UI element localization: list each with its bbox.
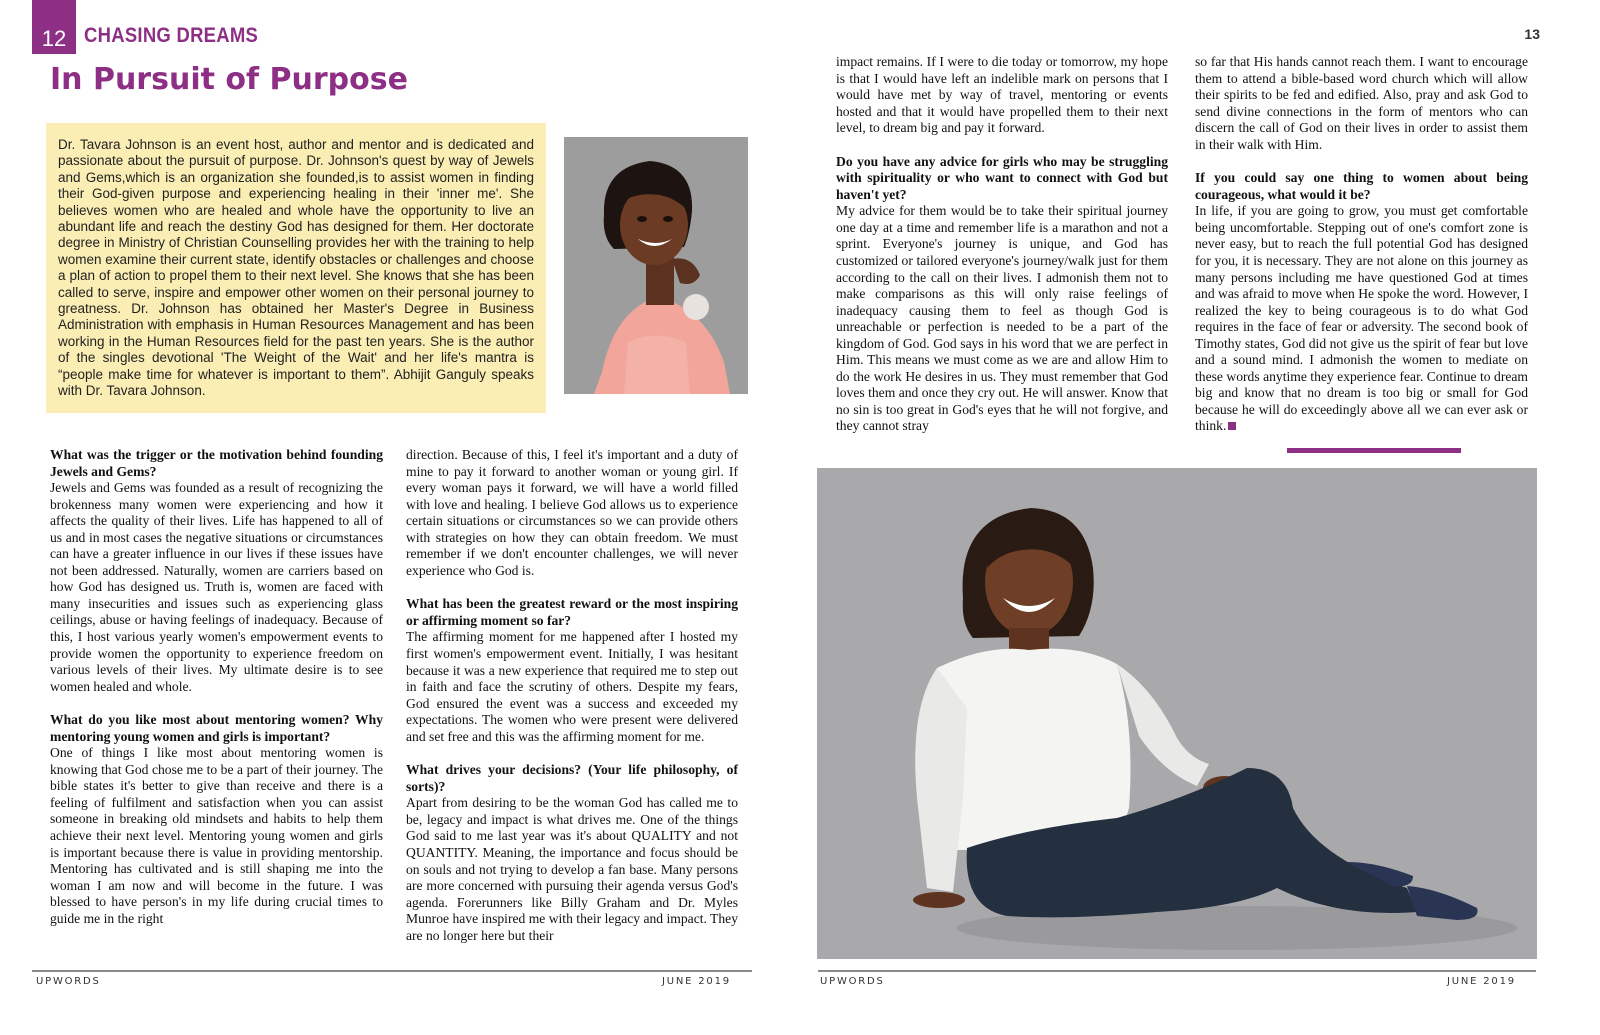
answer-paragraph: One of things I like most about mentoring women is knowing that God chose me to be a part of their journey. The bible states it's better to give than receive and there is a feeling of fulfilment and satisfaction when you can assist someone in breaking old mindsets and habits to help them achieve their next level. Mentoring young women and girls is important because there is value in providing mentorship. Mentoring has cultivated and is still shaping me into the woman I am now and will become in the future. I was blessed to have person's in my life during crucial times to guide me in the right xyxy=(50,745,383,926)
intro-box xyxy=(46,123,546,413)
end-of-article-mark xyxy=(1228,422,1236,430)
answer-paragraph: My advice for them would be to take their spiritual journey one day at a time and remember life is a marathon and not a sprint. Everyone's journey is unique, and God has customized or tailored everyone's journey/walk just for them according to the call on their lives. I admonish them not to make comparisons as this will only raise feelings of inadequacy causing them to feel as though God is unreachable or perfection is needed to be a part of the kingdom of God. God says in his word that we are perfect in Him. This means we must come as we are and allow Him to do the work He desires in us. They must remember that God loves them and once they cry out. He will answer. Know that no sin is too great in God's eyes that he will not forgive, and they cannot stray xyxy=(836,203,1168,434)
feature-photo xyxy=(817,468,1537,959)
question-heading: What drives your decisions? (Your life philosophy, of sorts)? xyxy=(406,762,738,794)
footer-date-right: JUNE 2019 xyxy=(1447,976,1516,987)
answer-paragraph: The affirming moment for me happened after I hosted my first women's empowerment event. Initially, I was hesitant because it was a new experience that required me to step out in faith and face the scrutiny of others. Despite my fears, God ensured the event was a success and exceeded my expectations. The women who were present were delivered and set free and this was the affirming moment for me. xyxy=(406,629,738,744)
page-number-right: 13 xyxy=(1524,26,1540,42)
footer-divider-left xyxy=(32,970,752,972)
answer-paragraph: direction. Because of this, I feel it's important and a duty of mine to pay it forward to another woman or young girl. If every woman pays it forward, we will have a world filled with love and healing. I believe God allows us to experience certain situations or circumstances so we can provide others with strategies on how they can obtain freedom. We must remember if we don't encounter challenges, we will never experience who God is. xyxy=(406,447,738,578)
footer-publication-left: UPWORDS xyxy=(36,976,101,987)
question-heading: What has been the greatest reward or the most inspiring or affirming moment so far? xyxy=(406,596,738,628)
answer-paragraph: impact remains. If I were to die today or tomorrow, my hope is that I would have left an indelible mark on persons that I would have met by way of travel, mentoring or events hosted and that it would have propelled them to their next level, to dream big and pay it forward. xyxy=(836,54,1168,136)
footer-date-left: JUNE 2019 xyxy=(662,976,731,987)
article-column-2 xyxy=(406,447,738,944)
answer-paragraph: so far that His hands cannot reach them. I want to encourage them to attend a bible-based word church which will allow their spirits to be fed and edified. Also, pray and ask God to send divine connections in the form of mentors who can discern the call of God on their lives in order to assist them in their walk with Him. xyxy=(1195,54,1528,152)
feature-photo-illustration xyxy=(817,468,1537,959)
footer-publication-right: UPWORDS xyxy=(820,976,885,987)
closing-answer-text: In life, if you are going to grow, you must get comfortable being uncomfortable. Stepping out of one's comfort zone is never easy, but to reach the full potential God has designed for you, it is necessary. They are not alone on this journey as many persons including me have questioned God at times and was afraid to move when He spoke the word. However, I realized the key to being courageous is to do what God requires in the face of fear or adversity. The second book of Timothy states, God did not give us the spirit of fear but love and a sound mind. I admonish the women to mediate on these words anytime they experience fear. Continue to dream big and know that no dream is too big or small for God because he will do exceedingly above all we can ever ask or think. xyxy=(1195,203,1528,434)
question-heading: What was the trigger or the motivation behind founding Jewels and Gems? xyxy=(50,447,383,479)
section-label: CHASING DREAMS xyxy=(84,24,259,47)
footer-divider-right xyxy=(818,970,1536,972)
question-heading: Do you have any advice for girls who may be struggling with spirituality or who want to connect with God but haven't yet? xyxy=(836,153,1168,202)
answer-paragraph: Jewels and Gems was founded as a result of recognizing the brokenness many women were experiencing and how it affects the quality of their lives. Life has happened to all of us and in most cases the negative situations or circumstances can have a greater influence in our lives if these issues have not been addressed. Naturally, women are carriers based on how God has designed us. Truth is, women are faced with many insecurities and issues such as experiencing glass ceilings, abuse or having feelings of inadequacy. Because of this, I host various yearly women's empowerment events to provide women the opportunity to experience freedom on various levels of their lives. My ultimate desire is to see women healed and whole. xyxy=(50,480,383,694)
article-column-3 xyxy=(836,54,1168,435)
article-title: In Pursuit of Purpose xyxy=(50,62,408,97)
article-column-4 xyxy=(1195,54,1528,435)
question-heading: What do you like most about mentoring women? Why mentoring young women and girls is important? xyxy=(50,712,383,744)
answer-paragraph xyxy=(1195,203,1528,435)
question-heading: If you could say one thing to women about being courageous, what would it be? xyxy=(1195,170,1528,202)
portrait-photo-illustration xyxy=(564,137,748,394)
portrait-photo xyxy=(564,137,748,394)
answer-paragraph: Apart from desiring to be the woman God has called me to be, legacy and impact is what drives me. One of the things God said to me last year was it's about QUALITY and not QUANTITY. Meaning, the importance and focus should be on souls and not trying to develop a fan base. Many persons are more concerned with pursuing their agenda versus God's agenda. Forerunners like Billy Graham and Dr. Myles Munroe have inspired me with their legacy and impact. They are no longer here but their xyxy=(406,795,738,943)
article-column-1 xyxy=(50,447,383,927)
accent-divider-bar xyxy=(1287,448,1461,453)
intro-text: Dr. Tavara Johnson is an event host, author and mentor and is dedicated and passionate about the pursuit of purpose. Dr. Johnson's quest by way of Jewels and Gems,which is an organization she founded,is to assist women in finding their God-given purpose and experiencing healing in their 'inner me'. She believes women who are healed and whole have the opportunity to live an abundant life and reach the destiny God has designed for them. Her doctorate degree in Ministry of Christian Counselling provides her with the training to help women examine their current state, identify obstacles or challenges and choose a plan of action to propel them to their next level. She knows that she has been called to serve, inspire and empower other women on their personal journey to greatness. Dr. Johnson has obtained her Master's Degree in Business Administration with emphasis in Human Resources Management and has been working in the Human Resources field for the past ten years. She is the author of the singles devotional 'The Weight of the Wait' and her life's mantra is “people make time for whatever is important to them”. Abhijit Ganguly speaks with Dr. Tavara Johnson. xyxy=(58,137,534,399)
page-number-left: 12 xyxy=(32,0,76,54)
